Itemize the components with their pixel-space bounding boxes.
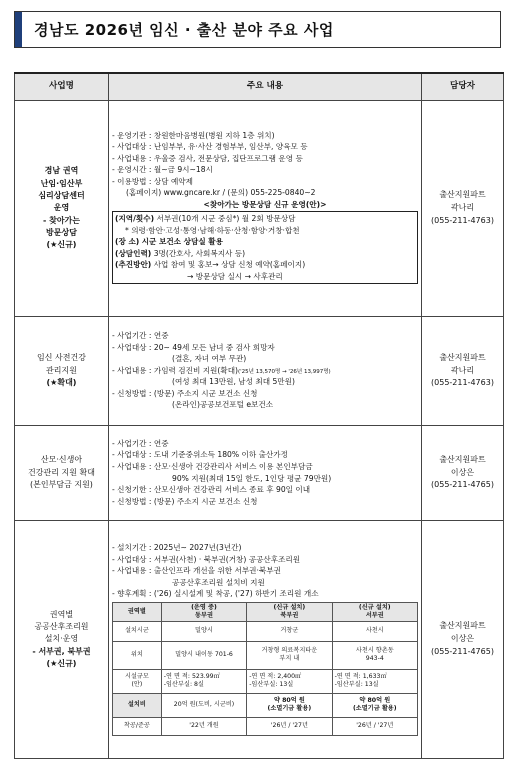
- owner-cell: [422, 426, 504, 521]
- inner-cell: '26년 / '27년: [332, 717, 417, 735]
- owner-person: 곽나리: [450, 203, 475, 213]
- content-line: 90% 지원(최대 15일 한도, 1인당 평균 79만원): [172, 473, 332, 483]
- program-name-cell: [15, 101, 109, 317]
- box-text: → 방문상담 실시 → 사후관리: [187, 271, 283, 281]
- program-name-line: (★확대): [46, 378, 77, 388]
- inner-cell: 밀양시: [161, 621, 246, 641]
- inner-header-row: [113, 602, 418, 621]
- inner-row: [113, 717, 418, 735]
- owner-team: 출산지원파트: [439, 352, 486, 362]
- program-name-line: 임신 사전건강: [37, 353, 86, 363]
- owner-cell: [422, 521, 504, 759]
- content-line: - 사업대상 : 서부권(사천) · 북부권(거창) 공공산후조리원: [112, 554, 301, 564]
- visit-plan-box: [112, 211, 418, 284]
- program-name-cell: [15, 317, 109, 426]
- content-line: - 설치기간 : 2025년~ 2027년(3년간): [112, 543, 242, 553]
- inner-cell: 시설규모 (안): [113, 669, 162, 693]
- program-name-line: 공공산후조리원: [34, 621, 89, 631]
- content-line: - 사업내용 : 가임력 검진비 지원(확대): [112, 365, 238, 375]
- table-row: [15, 101, 504, 317]
- box-text: 3명(간호사, 사회복지사 등): [153, 248, 246, 258]
- owner-phone: (055-211-4763): [431, 215, 494, 225]
- content-line: - 운영시간 : 월~금 9시~18시: [112, 165, 213, 175]
- inner-cell: 20억 원(도비, 시군비): [161, 693, 246, 717]
- inner-cell: 위치: [113, 641, 162, 669]
- program-content-cell: [109, 101, 422, 317]
- inner-header-cell: (신규 설치) 북부권: [247, 602, 332, 621]
- content-line: - 사업내용 : 산모·신생아 건강관리사 서비스 이용 본인부담금: [112, 461, 313, 471]
- box-text: 시군 보건소 상담실 활용: [141, 237, 223, 247]
- content-line: - 사업대상 : 도내 기준중위소득 180% 이하 출산가정: [112, 450, 288, 460]
- inner-row: [113, 621, 418, 641]
- content-line: (온라인)공공보건포털 e보건소: [172, 400, 274, 410]
- content-line: - 사업기간 : 연중: [112, 438, 169, 448]
- page-title: 경남도 2026년 임신 · 출산 분야 주요 사업: [34, 21, 334, 39]
- program-name-line: 권역별: [49, 609, 74, 619]
- owner-person: 이상은: [450, 634, 475, 644]
- program-content-cell: [109, 317, 422, 426]
- table-row: [15, 317, 504, 426]
- program-name-line: 산모·신생아: [40, 455, 83, 465]
- program-table: [14, 72, 504, 759]
- inner-cell: 사천시: [332, 621, 417, 641]
- postpartum-center-table: [112, 602, 418, 736]
- box-text: 사업 참여 및 홍보→ 상담 신청 예약(홈페이지): [153, 260, 306, 270]
- content-line: (홈페이지) www.gncare.kr / (문의) 055-225-0840~2: [126, 188, 316, 198]
- content-line: - 운영기관 : 창원한마음병원(병원 지하 1층 위치): [112, 130, 275, 140]
- content-line: - 신청기한 : 산모신생아 건강관리 서비스 종료 후 90일 이내: [112, 485, 311, 495]
- content-line: - 신청방법 : (방문) 주소지 시군 보건소 신청: [112, 496, 258, 506]
- inner-cell: -연 면 적: 2,400㎡ -임산부실: 13실: [247, 669, 332, 693]
- program-name-line: 방문상담: [46, 228, 77, 238]
- inner-row: [113, 641, 418, 669]
- content-line: - 향후계획 : ('26) 실시설계 및 착공, ('27) 하반기 조리원 개소: [112, 589, 319, 599]
- program-name-line: - 찾아가는: [42, 215, 81, 225]
- program-content-cell: [109, 426, 422, 521]
- inner-cell: 거창군: [247, 621, 332, 641]
- inner-cell: '22년 개원: [161, 717, 246, 735]
- inner-cell: -연 면 적: 1,633㎡ -임산부실: 13실: [332, 669, 417, 693]
- owner-team: 출산지원파트: [439, 454, 486, 464]
- box-label: (상담인력): [115, 248, 152, 258]
- owner-phone: (055-211-4765): [431, 480, 494, 490]
- content-line: (여성 최대 13만원, 남성 최대 5만원): [172, 377, 295, 387]
- program-name-line: 설치·운영: [44, 634, 79, 644]
- owner-cell: [422, 317, 504, 426]
- inner-cell: '26년 / '27년: [247, 717, 332, 735]
- inner-cell: 설치비: [113, 693, 162, 717]
- program-name-line: (본인부담금 지원): [30, 480, 93, 490]
- program-name-line: - 서부권, 북부권: [32, 646, 91, 656]
- inner-cell: 밀양시 내이동 701-6: [161, 641, 246, 669]
- inner-cell: 약 80억 원 (소멸기금 활용): [332, 693, 417, 717]
- program-name-line: (★신규): [46, 659, 77, 669]
- inner-cell: 착공/준공: [113, 717, 162, 735]
- inner-header-cell: (운영 중) 동부권: [161, 602, 246, 621]
- inner-cell: 거창형 의료복지타운 부지 내: [247, 641, 332, 669]
- content-line: - 사업대상 : 난임부부, 유·사산 경험부부, 임산부, 양육모 등: [112, 142, 308, 152]
- content-line: (결혼, 자녀 여부 무관): [172, 354, 247, 364]
- content-line: - 사업기간 : 연중: [112, 331, 169, 341]
- content-subheading: <찾아가는 방문상담 신규 운영(안)>: [203, 199, 327, 209]
- program-name-line: 운영: [53, 203, 70, 213]
- program-name-line: 관리지원: [46, 365, 77, 375]
- owner-person: 곽나리: [450, 365, 475, 375]
- program-name-cell: [15, 426, 109, 521]
- owner-person: 이상은: [450, 467, 475, 477]
- inner-header-cell: (신규 설치) 서부권: [332, 602, 417, 621]
- owner-cell: [422, 101, 504, 317]
- inner-cell: -연 면 적: 523.99㎡ -임산부실: 8실: [161, 669, 246, 693]
- content-line: - 사업내용 : 우울증 검사, 전문상담, 집단프로그램 운영 등: [112, 153, 303, 163]
- inner-cell: 설치시군: [113, 621, 162, 641]
- program-name-line: 경남 권역: [44, 166, 79, 176]
- inner-row: [113, 669, 418, 693]
- program-name-line: (★신규): [46, 240, 77, 250]
- inner-header-cell: 권역별: [113, 602, 162, 621]
- header-owner: 담당자: [422, 73, 504, 101]
- content-line: - 신청방법 : (방문) 주소지 시군 보건소 신청: [112, 388, 258, 398]
- owner-team: 출산지원파트: [439, 621, 486, 631]
- inner-row: [113, 693, 418, 717]
- header-content: 주요 내용: [109, 73, 422, 101]
- owner-phone: (055-211-4765): [431, 646, 494, 656]
- program-name-line: 건강관리 지원 확대: [28, 467, 95, 477]
- inner-cell: 약 80억 원 (소멸기금 활용): [247, 693, 332, 717]
- content-line: - 이용방법 : 상담 예약제: [112, 176, 193, 186]
- program-content-cell: [109, 521, 422, 759]
- box-text: 서부권(10개 시군 중심*) 월 2회 방문상담: [156, 214, 296, 224]
- content-line: - 사업내용 : 출산인프라 개선을 위한 서부권·북부권: [112, 566, 281, 576]
- inner-cell: 사천시 향촌동 943-4: [332, 641, 417, 669]
- box-label: (추진방안): [115, 260, 152, 270]
- program-name-line: 난임·임산부: [40, 178, 83, 188]
- title-box: [14, 11, 501, 48]
- table-header-row: [15, 73, 504, 101]
- program-name-line: 심리상담센터: [38, 190, 85, 200]
- owner-team: 출산지원파트: [439, 190, 486, 200]
- box-note: * 의령·함안·고성·통영·남해·하동·산청·함양·거창·합천: [125, 225, 300, 235]
- owner-phone: (055-211-4763): [431, 378, 494, 388]
- box-label: (지역/횟수): [115, 214, 155, 224]
- header-name: 사업명: [15, 73, 109, 101]
- content-small-note: ('25년 13,570명 → '26년 13,997명): [238, 368, 331, 375]
- box-label: (장 소): [115, 237, 140, 247]
- program-name-cell: [15, 521, 109, 759]
- title-accent-bar: [15, 12, 22, 47]
- table-row: [15, 521, 504, 759]
- content-line: 공공산후조리원 설치비 지원: [172, 577, 265, 587]
- table-row: [15, 426, 504, 521]
- content-line: - 사업대상 : 20~ 49세 모든 남녀 중 검사 희망자: [112, 342, 275, 352]
